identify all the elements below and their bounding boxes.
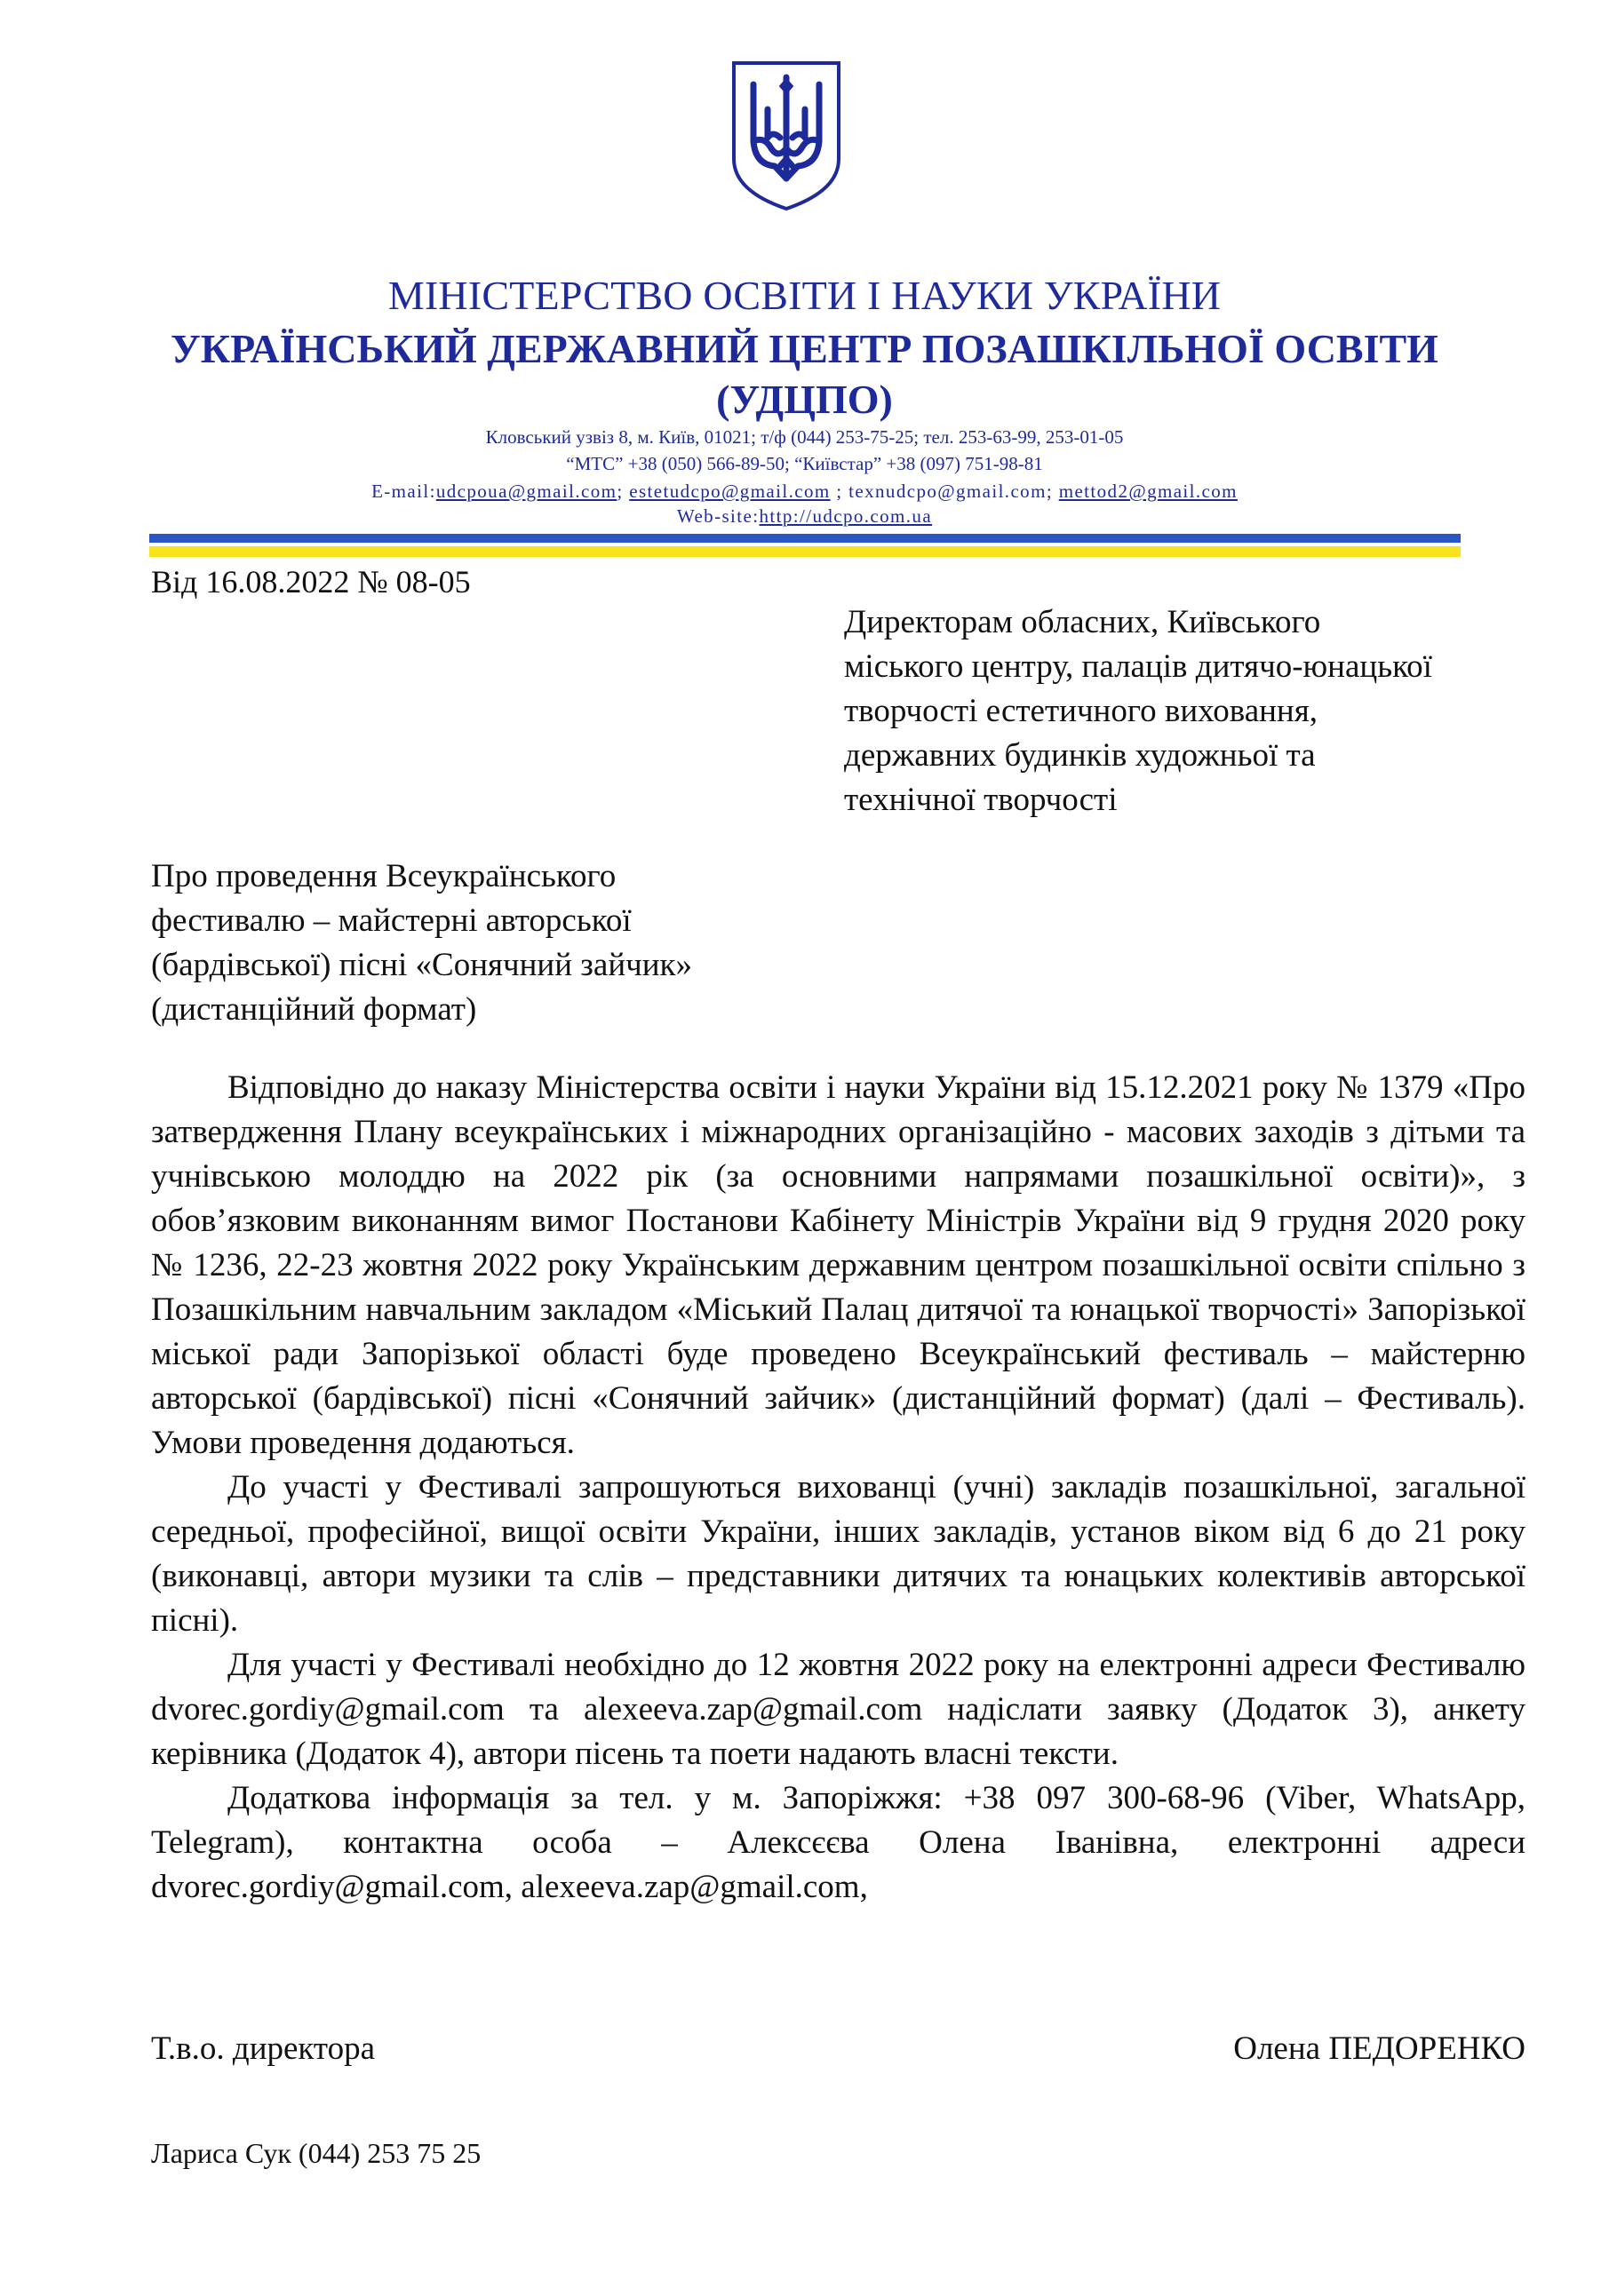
recipient-line: державних будинків художньої та <box>844 737 1316 774</box>
signature-position: Т.в.о. директора <box>151 2030 376 2067</box>
recipient-line: міського центру, палаців дитячо-юнацької <box>844 648 1432 685</box>
body-paragraph: Відповідно до наказу Міністерства освіти і науки України від 15.12.2021 року № 1379 «Про затвердження Плану всеукраїнських і міжнародних організаційно - масових заходів з дітьми та учнівською молоддю на 2022 рік (за основними напрямами позашкільної освіти)», з обов’язковим виконанням вимог Постанови Кабінету Міністрів України від 9 грудня 2020 року № 1236, 22-23 жовтня 2022 року Українським державним центром позашкільної освіти спільно з Позашкільним навчальним закладом «Міський Палац дитячої та юнацької творчості» Запорізької міської ради Запорізької області буде проведено Всеукраїнський фестиваль – майстерню авторської (бардівської) пісні «Сонячний зайчик» (дистанційний формат) (далі – Фестиваль). Умови проведення додаються. <box>151 1069 1525 1461</box>
body-paragraph: Для участі у Фестивалі необхідно до 12 жовтня 2022 року на електронні адреси Фестивалю dvorec.gordiy@gmail.com та alexeeva.zap@gmail.com надіслати заявку (Додаток 3), анкету керівника (Додаток 4), автори пісень та поети надають власні тексти. <box>151 1647 1525 1772</box>
subject-line: (бардівської) пісні «Сонячний зайчик» <box>151 947 693 983</box>
flag-stripe-yellow <box>149 546 1461 557</box>
recipient-line: творчості естетичного виховання, <box>844 693 1318 729</box>
trident-coat-of-arms-icon <box>729 60 844 212</box>
flag-stripe-blue <box>149 534 1461 543</box>
executor-contact: Лариса Сук (044) 253 75 25 <box>151 2137 482 2169</box>
email-prefix: E-mail: <box>371 481 436 502</box>
body-paragraph: До участі у Фестивалі запрошуються вихованці (учні) закладів позашкільної, загальної середньої, професійної, вищої освіти України, інших закладів, установ віком від 6 до 21 року (виконавці, автори музики та слів – представники дитячих та юнацьких колективів авторської пісні). <box>151 1469 1525 1639</box>
recipient-line: Директорам обласних, Київського <box>844 604 1321 640</box>
email-line: E-mail:udcpoua@gmail.com; estetudcpo@gmail.com ; texnudcpo@gmail.com; mettod2@gmail.com <box>371 481 1238 502</box>
website-prefix: Web-site: <box>676 505 760 527</box>
body-paragraph: Додаткова інформація за тел. у м. Запоріжжя: +38 097 300-68-96 (Viber, WhatsApp, Telegram), контактна особа – Алексєєва Олена Іванівна, електронні адреси dvorec.gordiy@gmail.com, alexeeva.zap@gmail.com, <box>151 1780 1525 1905</box>
recipient-block <box>844 600 1519 822</box>
subject-line: Про проведення Всеукраїнського <box>151 858 617 894</box>
website-line <box>0 504 1609 528</box>
email-link-2[interactable]: estetudcpo@gmail.com <box>629 481 831 502</box>
subject-line: (дистанційний формат) <box>151 991 477 1028</box>
phones-line: “МТС” +38 (050) 566-89-50; “Київстар” +38 (097) 751-98-81 <box>566 453 1043 474</box>
email-link-3[interactable]: texnudcpo@gmail.com <box>848 481 1047 502</box>
recipient-line: технічної творчості <box>844 782 1118 818</box>
signature-name: Олена ПЕДОРЕНКО <box>1233 2030 1525 2067</box>
email-link-4[interactable]: mettod2@gmail.com <box>1058 481 1238 502</box>
subject-line: фестивалю – майстерні авторської <box>151 902 632 939</box>
registration-number: Від 16.08.2022 № 08-05 <box>151 564 471 600</box>
letter-body <box>151 1066 1525 1910</box>
center-abbreviation: (УДЦПО) <box>716 377 893 422</box>
ministry-name: МІНІСТЕРСТВО ОСВІТИ І НАУКИ УКРАЇНИ <box>387 273 1222 318</box>
center-name: УКРАЇНСЬКИЙ ДЕРЖАВНИЙ ЦЕНТР ПОЗАШКІЛЬНОЇ ОСВІТИ <box>171 326 1438 371</box>
address-line: Кловський узвіз 8, м. Київ, 01021; т/ф (044) 253-75-25; тел. 253-63-99, 253-01-05 <box>485 426 1124 448</box>
email-link-1[interactable]: udcpoua@gmail.com <box>435 481 617 502</box>
website-link[interactable]: http://udcpo.com.ua <box>759 505 933 527</box>
subject-block <box>151 854 826 1032</box>
